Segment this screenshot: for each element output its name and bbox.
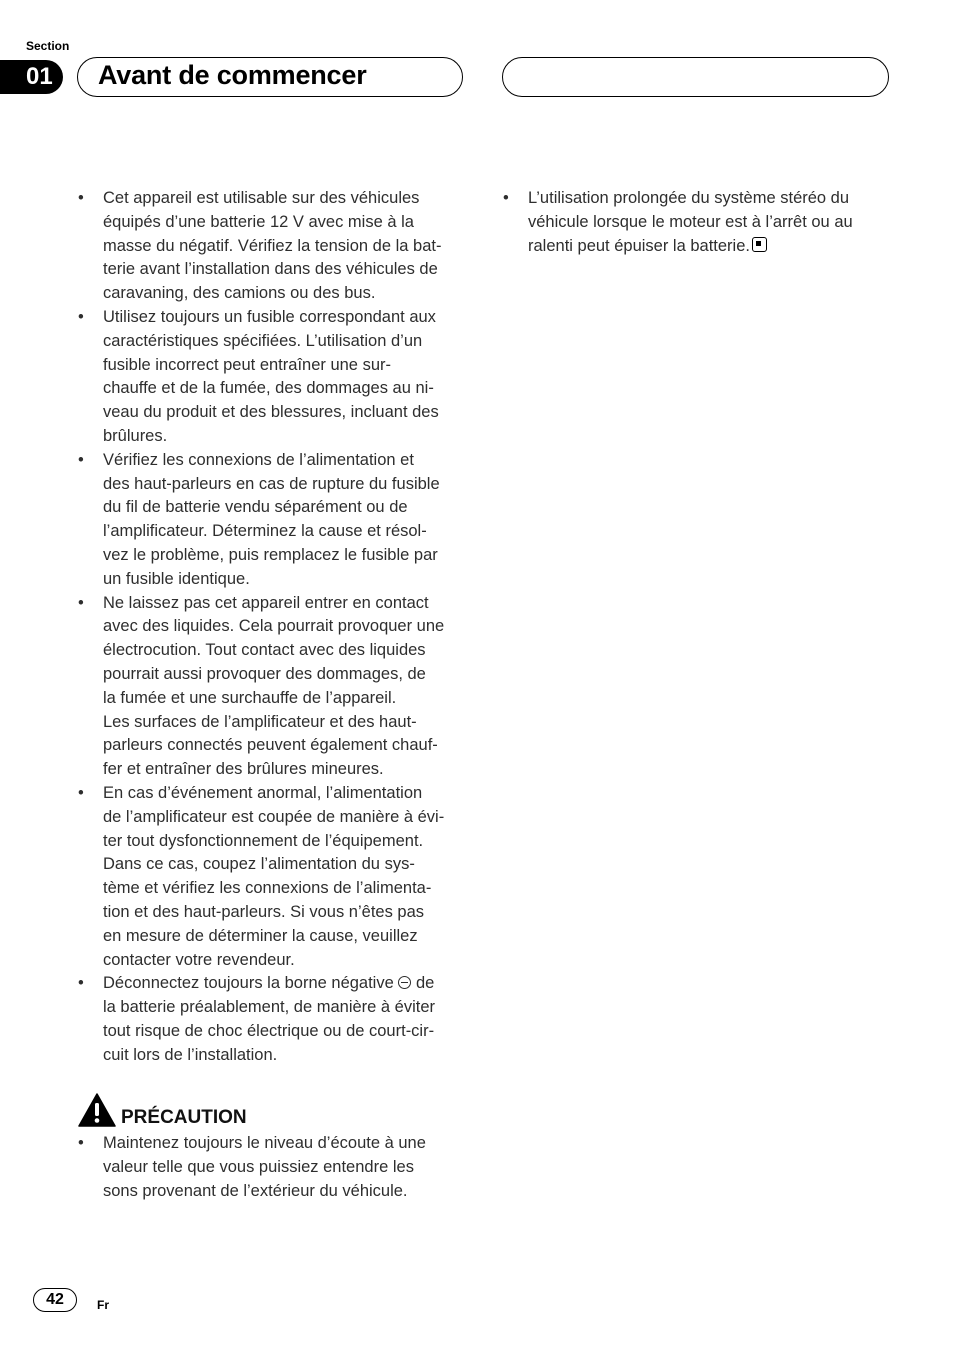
text-line: de l’amplificateur est coupée de manière à évi- <box>103 807 445 826</box>
text-line: masse du négatif. Vérifiez la tension de la bat- <box>103 236 442 255</box>
text-fragment: ralenti peut épuiser la batterie. <box>528 236 750 255</box>
list-item <box>78 1132 468 1203</box>
text-fragment: de <box>415 974 435 993</box>
bullet-dot: • <box>78 783 84 802</box>
text-line: pourrait aussi provoquer des dommages, de <box>103 664 426 683</box>
bullet-dot: • <box>78 593 84 612</box>
left-column <box>78 187 468 1067</box>
text-line: équipés d’une batterie 12 V avec mise à la <box>103 212 414 231</box>
text-line: L’utilisation prolongée du système stéréo du <box>528 189 850 207</box>
list-item <box>503 187 878 258</box>
text-line: sons provenant de l’extérieur du véhicule. <box>103 1181 408 1200</box>
stop-symbol-icon <box>752 237 767 252</box>
list-item <box>78 972 468 1067</box>
text-line: en mesure de déterminer la cause, veuillez <box>103 926 418 945</box>
text-line: Utilisez toujours un fusible correspondant aux <box>103 307 436 326</box>
text-line: caravaning, des camions ou des bus. <box>103 284 376 303</box>
text-line <box>528 235 878 259</box>
list-item <box>78 187 468 306</box>
text-line: Les surfaces de l’amplificateur et des haut- <box>103 712 417 731</box>
text-line <box>103 972 468 996</box>
text-line: ter tout dysfonctionnement de l’équipement. <box>103 831 424 850</box>
list-item <box>78 782 468 972</box>
page-number: 42 <box>33 1288 77 1312</box>
text-line: des haut-parleurs en cas de rupture du fusible <box>103 474 440 493</box>
text-line: Ne laissez pas cet appareil entrer en contact <box>103 593 429 612</box>
text-line: tème et vérifiez les connexions de l’alimenta- <box>103 879 432 898</box>
language-code: Fr <box>97 1298 109 1312</box>
text-line: terie avant l’installation dans des véhicules de <box>103 260 438 279</box>
section-label: Section <box>26 39 70 53</box>
title-box <box>77 57 463 97</box>
section-number-tab: 01 <box>0 60 63 94</box>
text-line: tion et des haut-parleurs. Si vous n’êtes pas <box>103 902 425 921</box>
list-item <box>78 449 468 592</box>
text-line: avec des liquides. Cela pourrait provoquer une <box>103 617 445 636</box>
warning-triangle-icon <box>78 1093 116 1127</box>
text-line: Dans ce cas, coupez l’alimentation du sys- <box>103 855 415 874</box>
text-line: brûlures. <box>103 426 168 445</box>
caution-heading: PRÉCAUTION <box>121 1107 247 1128</box>
text-line: Vérifiez les connexions de l’alimentation et <box>103 450 414 469</box>
text-line: l’amplificateur. Déterminez la cause et résol- <box>103 522 427 541</box>
bullet-dot: • <box>78 1134 84 1152</box>
text-line: électrocution. Tout contact avec des liquides <box>103 641 426 660</box>
bullet-dot: • <box>78 189 84 207</box>
text-line: cuit lors de l’installation. <box>103 1045 278 1064</box>
bullet-dot: • <box>78 307 84 326</box>
caution-body <box>78 1132 468 1203</box>
text-line: valeur telle que vous puissiez entendre les <box>103 1157 414 1176</box>
text-line: fusible incorrect peut entraîner une sur- <box>103 355 391 374</box>
list-item <box>78 592 468 782</box>
text-line: contacter votre revendeur. <box>103 950 295 969</box>
text-line: du fil de batterie vendu séparément ou de <box>103 498 408 517</box>
text-line: fer et entraîner des brûlures mineures. <box>103 760 384 779</box>
text-line: véhicule lorsque le moteur est à l’arrêt ou au <box>528 212 853 231</box>
page-title: Avant de commencer <box>98 60 367 90</box>
list-item <box>78 306 468 449</box>
text-line: la batterie préalablement, de manière à éviter <box>103 998 436 1017</box>
bullet-dot: • <box>78 450 84 469</box>
text-fragment: Déconnectez toujours la borne négative <box>103 974 394 993</box>
text-line: un fusible identique. <box>103 569 250 588</box>
text-line: veau du produit et des blessures, incluant des <box>103 403 439 422</box>
title-box-right <box>502 57 889 97</box>
text-line: tout risque de choc électrique ou de court-cir- <box>103 1021 435 1040</box>
text-line: En cas d’événement anormal, l’alimentation <box>103 783 423 802</box>
text-line: parleurs connectés peuvent également chauf- <box>103 736 438 755</box>
text-line: Maintenez toujours le niveau d’écoute à une <box>103 1134 426 1152</box>
bullet-dot: • <box>78 974 84 993</box>
text-line: chauffe et de la fumée, des dommages au ni- <box>103 379 434 398</box>
text-line: vez le problème, puis remplacez le fusible par <box>103 545 438 564</box>
text-line: la fumée et une surchauffe de l’appareil. <box>103 688 397 707</box>
bullet-dot: • <box>503 189 509 207</box>
minus-circle-icon <box>398 976 411 989</box>
text-line: Cet appareil est utilisable sur des véhicules <box>103 189 420 207</box>
text-line: caractéristiques spécifiées. L’utilisation d’un <box>103 331 423 350</box>
right-column <box>503 187 878 258</box>
